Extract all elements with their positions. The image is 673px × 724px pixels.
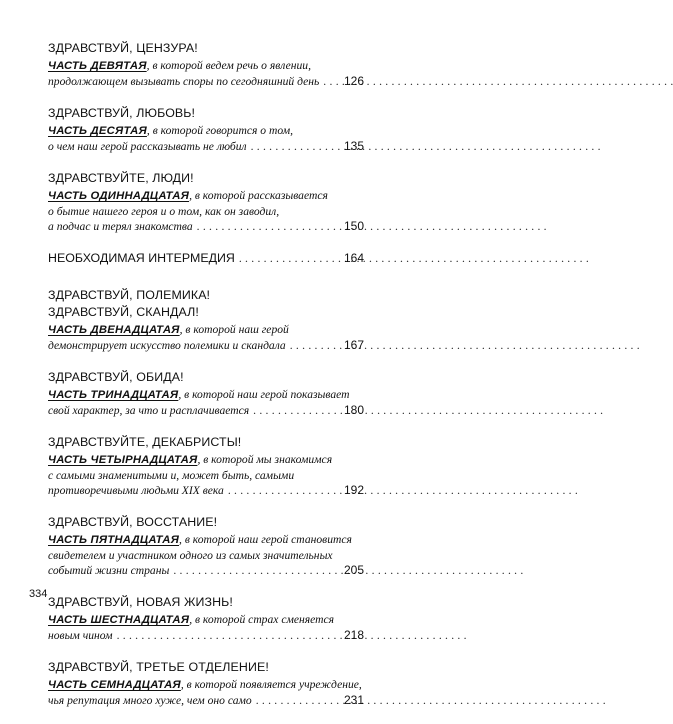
toc-entry[interactable] bbox=[48, 322, 364, 353]
toc-section bbox=[48, 105, 364, 154]
entry-description: , в которой наш герой становится bbox=[179, 533, 352, 546]
entry-description: противоречивыми людьми XIX века bbox=[48, 484, 224, 497]
part-title: ЧАСТЬ ПЯТНАДЦАТАЯ bbox=[48, 534, 180, 546]
part-title: ЧАСТЬ СЕМНАДЦАТАЯ bbox=[48, 679, 181, 691]
toc-entry[interactable] bbox=[48, 612, 364, 643]
entry-description: , в которой страх сменяется bbox=[189, 613, 335, 626]
entry-line bbox=[48, 628, 364, 643]
toc-page-number: 180 bbox=[343, 403, 364, 417]
dot-leader bbox=[173, 563, 336, 578]
section-heading: ЗДРАВСТВУЙТЕ, ДЕКАБРИСТЫ! bbox=[48, 435, 242, 449]
section-heading: ЗДРАВСТВУЙ, ЛЮБОВЬ! bbox=[48, 106, 196, 120]
toc-page-number: 150 bbox=[343, 219, 364, 233]
part-title: ЧАСТЬ ДЕВЯТАЯ bbox=[48, 60, 147, 72]
dot-leader bbox=[117, 628, 336, 643]
toc-entry[interactable] bbox=[48, 188, 364, 234]
toc-section bbox=[48, 369, 364, 418]
section-heading: ЗДРАВСТВУЙТЕ, ЛЮДИ! bbox=[48, 171, 194, 185]
entry-line bbox=[48, 693, 364, 708]
entry-description: , в которой появляется учреждение, bbox=[180, 678, 362, 691]
entry-line bbox=[48, 677, 364, 693]
dot-leader bbox=[239, 250, 336, 267]
entry-description: о чем наш герой рассказывать не любил bbox=[48, 140, 247, 153]
entry-line bbox=[48, 74, 364, 89]
section-heading: ЗДРАВСТВУЙ, СКАНДАЛ! bbox=[48, 305, 199, 319]
toc-entry[interactable] bbox=[48, 532, 364, 578]
entry-line bbox=[48, 188, 364, 204]
section-heading: ЗДРАВСТВУЙ, НОВАЯ ЖИЗНЬ! bbox=[48, 595, 233, 609]
part-title: ЧАСТЬ ЧЕТЫРНАДЦАТАЯ bbox=[48, 454, 198, 466]
entry-line bbox=[48, 387, 364, 403]
entry-description: , в которой мы знакомимся bbox=[197, 453, 333, 466]
entry-description: свидетелем и участником одного из самых значительных bbox=[48, 549, 333, 562]
toc-section bbox=[48, 250, 364, 267]
entry-description: демонстрирует искусство полемики и скандала bbox=[48, 339, 286, 352]
entry-description: , в которой наш герой показывает bbox=[178, 388, 350, 401]
toc-page-number: 135 bbox=[343, 139, 364, 153]
entry-description: , в которой рассказывается bbox=[189, 189, 328, 202]
toc-page-number: 126 bbox=[343, 74, 364, 88]
toc-page-number: 192 bbox=[343, 483, 364, 497]
dot-leader bbox=[197, 219, 336, 234]
entry-line bbox=[48, 58, 364, 74]
section-heading: ЗДРАВСТВУЙ, ПОЛЕМИКА! bbox=[48, 288, 211, 302]
entry-line bbox=[48, 612, 364, 628]
entry-description: , в которой ведем речь о явлении, bbox=[146, 59, 312, 72]
entry-line bbox=[48, 123, 364, 139]
toc-section bbox=[48, 434, 364, 498]
dot-leader bbox=[256, 693, 336, 708]
entry-description: событий жизни страны bbox=[48, 564, 170, 577]
toc-section bbox=[48, 594, 364, 643]
part-title: ЧАСТЬ ДВЕНАДЦАТАЯ bbox=[48, 324, 180, 336]
toc-entry[interactable] bbox=[48, 452, 364, 498]
dot-leader bbox=[228, 483, 336, 498]
dot-leader bbox=[323, 74, 336, 89]
toc-entry[interactable] bbox=[48, 387, 364, 418]
toc-section bbox=[48, 514, 364, 578]
entry-line bbox=[48, 452, 364, 468]
toc-entry[interactable] bbox=[48, 677, 364, 708]
toc-page-number: 205 bbox=[343, 563, 364, 577]
toc-entry[interactable] bbox=[48, 58, 364, 89]
dot-leader bbox=[251, 139, 336, 154]
entry-line bbox=[48, 139, 364, 154]
toc-section bbox=[48, 170, 364, 234]
dot-leader bbox=[290, 338, 336, 353]
part-title: ЧАСТЬ ДЕСЯТАЯ bbox=[48, 125, 147, 137]
entry-line bbox=[48, 483, 364, 498]
section-heading: ЗДРАВСТВУЙ, ВОССТАНИЕ! bbox=[48, 515, 218, 529]
toc-page-number: 231 bbox=[343, 693, 364, 707]
entry-line bbox=[48, 403, 364, 418]
toc-section bbox=[48, 40, 364, 89]
part-title: ЧАСТЬ ШЕСТНАДЦАТАЯ bbox=[48, 614, 190, 626]
section-heading: ЗДРАВСТВУЙ, ЦЕНЗУРА! bbox=[48, 41, 198, 55]
toc-section bbox=[48, 659, 364, 708]
dot-leader bbox=[253, 403, 336, 418]
toc-page-number: 167 bbox=[343, 338, 364, 352]
section-heading: НЕОБХОДИМАЯ ИНТЕРМЕДИЯ bbox=[48, 251, 235, 265]
entry-line bbox=[48, 204, 364, 219]
entry-line bbox=[48, 548, 364, 563]
entry-description: новым чином bbox=[48, 629, 113, 642]
entry-line bbox=[48, 468, 364, 483]
section-heading: ЗДРАВСТВУЙ, ТРЕТЬЕ ОТДЕЛЕНИЕ! bbox=[48, 660, 269, 674]
entry-description: продолжающем вызывать споры по сегодняшний день bbox=[48, 75, 320, 88]
toc-page-number: 218 bbox=[343, 628, 364, 642]
entry-description: а подчас и терял знакомства bbox=[48, 220, 193, 233]
section-heading: ЗДРАВСТВУЙ, ОБИДА! bbox=[48, 370, 184, 384]
entry-description: , в которой говорится о том, bbox=[146, 124, 294, 137]
toc-entry[interactable] bbox=[48, 123, 364, 154]
entry-line bbox=[48, 532, 364, 548]
page-number: 334 bbox=[29, 588, 48, 600]
toc-section bbox=[48, 287, 364, 353]
table-of-contents bbox=[48, 40, 364, 724]
toc-page-number: 164 bbox=[343, 251, 364, 265]
entry-line bbox=[48, 563, 364, 578]
entry-description: чья репутация много хуже, чем оно само bbox=[48, 694, 252, 707]
part-title: ЧАСТЬ ОДИННАДЦАТАЯ bbox=[48, 190, 190, 202]
part-title: ЧАСТЬ ТРИНАДЦАТАЯ bbox=[48, 389, 179, 401]
entry-description: с самыми знаменитыми и, может быть, самыми bbox=[48, 469, 295, 482]
entry-line bbox=[48, 219, 364, 234]
entry-description: свой характер, за что и расплачивается bbox=[48, 404, 250, 417]
entry-description: о бытие нашего героя и о том, как он заводил, bbox=[48, 205, 280, 218]
entry-description: , в которой наш герой bbox=[179, 323, 289, 336]
entry-line bbox=[48, 338, 364, 353]
entry-line bbox=[48, 322, 364, 338]
toc-heading-entry[interactable] bbox=[48, 250, 364, 267]
